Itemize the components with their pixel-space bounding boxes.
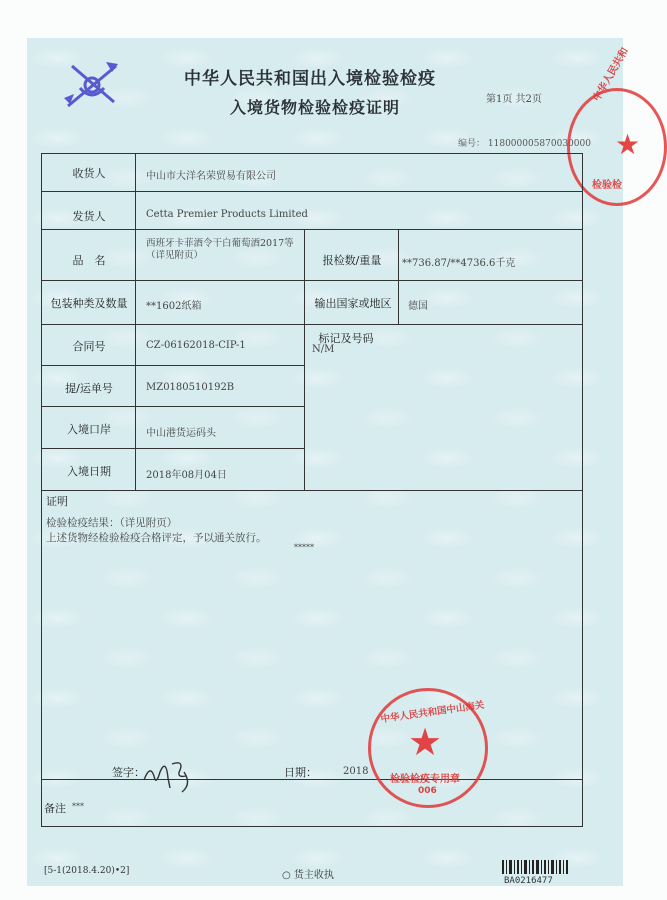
serial-number: 编号： 118000005870030000	[458, 139, 591, 149]
packaging-value: **1602纸箱	[146, 301, 202, 312]
barcode-icon	[502, 860, 568, 874]
stamp-bottom-code: 006	[418, 786, 437, 796]
entry-date-value: 2018年08月04日	[146, 470, 227, 481]
document-serial: BA0216477	[504, 876, 553, 886]
serial-value: 118000005870030000	[487, 139, 591, 149]
bill-of-lading-label: 提/运单号	[65, 382, 113, 395]
ciq-emblem-icon	[60, 58, 124, 112]
bill-of-lading-value: MZ0180510192B	[146, 382, 235, 393]
quantity-label: 报检数/重量	[322, 254, 382, 267]
copy-type-label: 货主收执	[293, 870, 334, 881]
form-code: [5-1(2018.4.20)•2]	[44, 866, 130, 876]
date-sign-value: 2018	[343, 766, 369, 777]
stamp-top-text-1: 中华人民共和	[591, 46, 631, 104]
page-indicator: 第1页 共2页	[486, 94, 542, 105]
consignor-value: Cetta Premier Products Limited	[146, 209, 308, 220]
consignee-value: 中山市大洋名荣贸易有限公司	[146, 171, 276, 182]
copy-circle-icon: ○	[282, 870, 291, 881]
marks-value: N/M	[312, 344, 335, 355]
origin-value: 德国	[408, 301, 428, 312]
marks-label: 标记及号码	[318, 332, 374, 345]
inspection-result: 检验检疫结果：（详见附页）	[46, 517, 178, 529]
date-sign-label: 日期：	[284, 766, 317, 779]
page-title: 中华人民共和国出入境检验检疫	[184, 69, 436, 89]
packaging-label: 包装种类及数量	[50, 297, 128, 310]
contract-label: 合同号	[72, 340, 106, 353]
stamp-bottom-title: 检验检疫专用章	[390, 774, 460, 785]
stamp-bottom-star-icon: ★	[408, 720, 443, 764]
stamp-top-text-2: 检验检	[592, 180, 622, 191]
consignee-label: 收货人	[72, 167, 106, 180]
entry-port-label: 入境口岸	[67, 423, 111, 436]
entry-port-value: 中山港货运码头	[146, 428, 216, 439]
product-label: 品 名	[72, 254, 106, 267]
stamp-bottom-arc-text: 中华人民共和国中山海关	[379, 699, 485, 726]
certification-label: 证明	[46, 495, 68, 508]
handwritten-signature	[140, 754, 196, 794]
entry-date-label: 入境日期	[67, 465, 111, 478]
remarks-label: 备注	[44, 802, 66, 815]
stamp-top-star-icon: ★	[615, 128, 641, 161]
copy-type	[282, 866, 334, 881]
signature-label: 签字：	[112, 766, 145, 779]
contract-value: CZ-06162018-CIP-1	[146, 340, 246, 351]
certification-end-mark: *****	[294, 543, 314, 552]
origin-label: 输出国家或地区	[314, 297, 392, 310]
serial-label: 编号	[458, 139, 477, 149]
consignor-label: 发货人	[72, 210, 106, 223]
product-value: 西班牙卡菲酒令干白葡萄酒2017等（详见附页）	[146, 238, 294, 261]
remarks-value: ***	[72, 802, 84, 811]
quantity-value: **736.87/**4736.6千克	[402, 258, 516, 269]
page-subtitle: 入境货物检验检疫证明	[229, 98, 400, 117]
clearance-statement: 上述货物经检验检疫合格评定，予以通关放行。	[46, 532, 267, 544]
